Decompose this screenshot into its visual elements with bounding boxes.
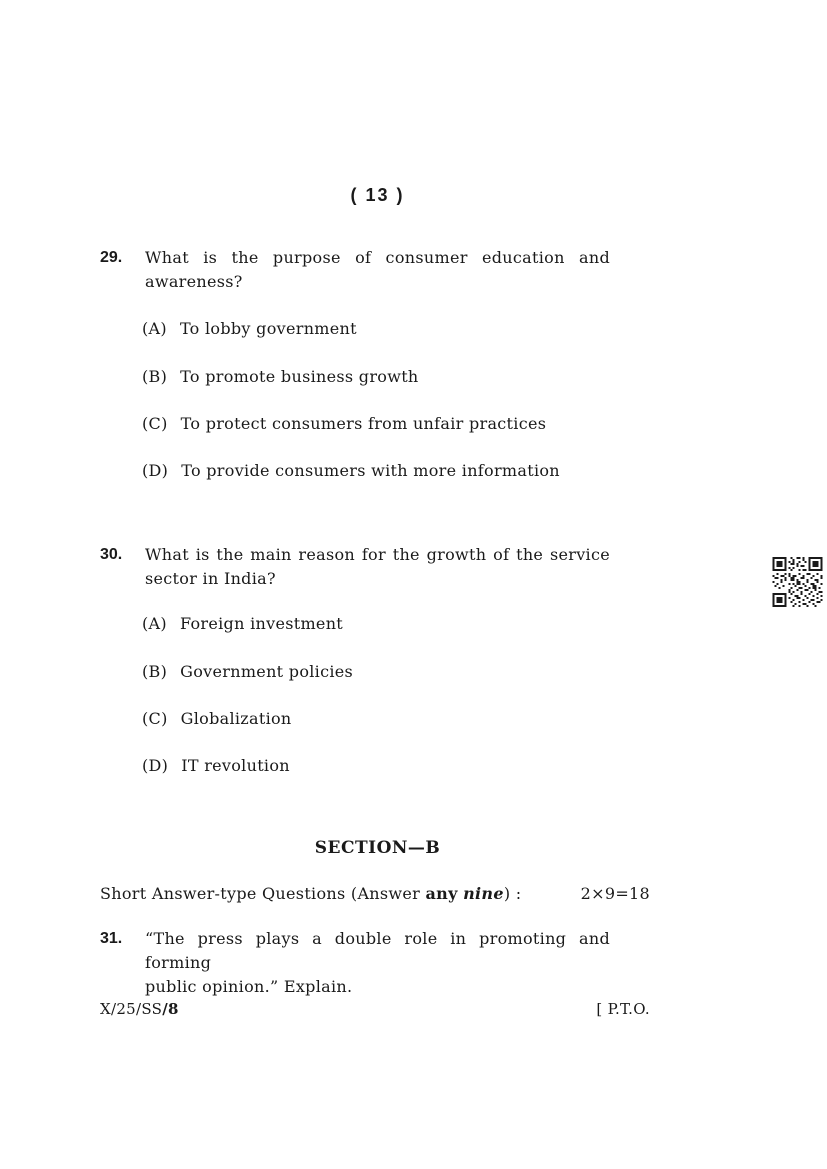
option-row xyxy=(142,319,357,339)
option-row xyxy=(142,461,560,481)
option-text: Government policies xyxy=(180,662,354,681)
instruction-prefix: Short Answer-type Questions (Answer xyxy=(100,884,426,903)
question-text xyxy=(145,246,610,294)
option-text: Foreign investment xyxy=(179,614,344,633)
footer-code-bold: /8 xyxy=(162,1000,179,1018)
question-number: 31. xyxy=(100,930,123,947)
question-text-line: awareness? xyxy=(145,272,243,291)
option-label: (B) xyxy=(142,662,168,681)
option-text: IT revolution xyxy=(181,756,290,775)
option-label: (D) xyxy=(142,756,169,775)
question-number: 30. xyxy=(100,546,123,563)
option-row xyxy=(142,414,546,434)
qr-code-icon xyxy=(772,557,823,607)
question-number: 29. xyxy=(100,249,123,266)
option-row xyxy=(142,614,343,634)
marks-value: 2×9=18 xyxy=(580,884,650,903)
instruction-bold-any: any xyxy=(425,884,458,903)
question-text-line: public opinion.” Explain. xyxy=(145,977,353,996)
option-text: Globalization xyxy=(180,709,292,728)
option-label: (D) xyxy=(142,461,169,480)
option-label: (B) xyxy=(142,367,168,386)
option-text: To promote business growth xyxy=(180,367,419,386)
option-row xyxy=(142,367,419,387)
option-row xyxy=(142,756,290,776)
option-row xyxy=(142,709,292,729)
footer-code-regular: X/25/SS xyxy=(100,1000,163,1018)
footer xyxy=(100,1000,650,1018)
section-b-instruction-row xyxy=(100,884,650,903)
question-text-line: “The press plays a double role in promoting and forming xyxy=(145,929,610,972)
instruction-suffix: ) : xyxy=(503,884,522,903)
question-text-line: What is the main reason for the growth of the service xyxy=(145,545,610,564)
question-text xyxy=(145,543,610,591)
section-b-instruction xyxy=(100,884,521,903)
question-31 xyxy=(100,927,612,999)
option-text: To protect consumers from unfair practices xyxy=(180,414,547,433)
option-label: (C) xyxy=(142,414,168,433)
page-number: ( 13 ) xyxy=(350,185,405,205)
footer-pto: [ P.T.O. xyxy=(596,1000,650,1018)
option-label: (A) xyxy=(142,319,167,338)
option-label: (A) xyxy=(142,614,167,633)
question-text-line: sector in India? xyxy=(145,569,276,588)
section-b-title: SECTION—B xyxy=(314,838,441,858)
question-text xyxy=(145,927,610,999)
option-label: (C) xyxy=(142,709,168,728)
question-29 xyxy=(100,246,612,294)
option-text: To provide consumers with more information xyxy=(181,461,560,480)
footer-paper-code xyxy=(100,1000,179,1018)
question-text-line: What is the purpose of consumer education and xyxy=(145,248,610,267)
question-30 xyxy=(100,543,612,591)
instruction-bold-nine: nine xyxy=(463,884,504,903)
option-text: To lobby government xyxy=(179,319,357,338)
option-row xyxy=(142,662,353,682)
